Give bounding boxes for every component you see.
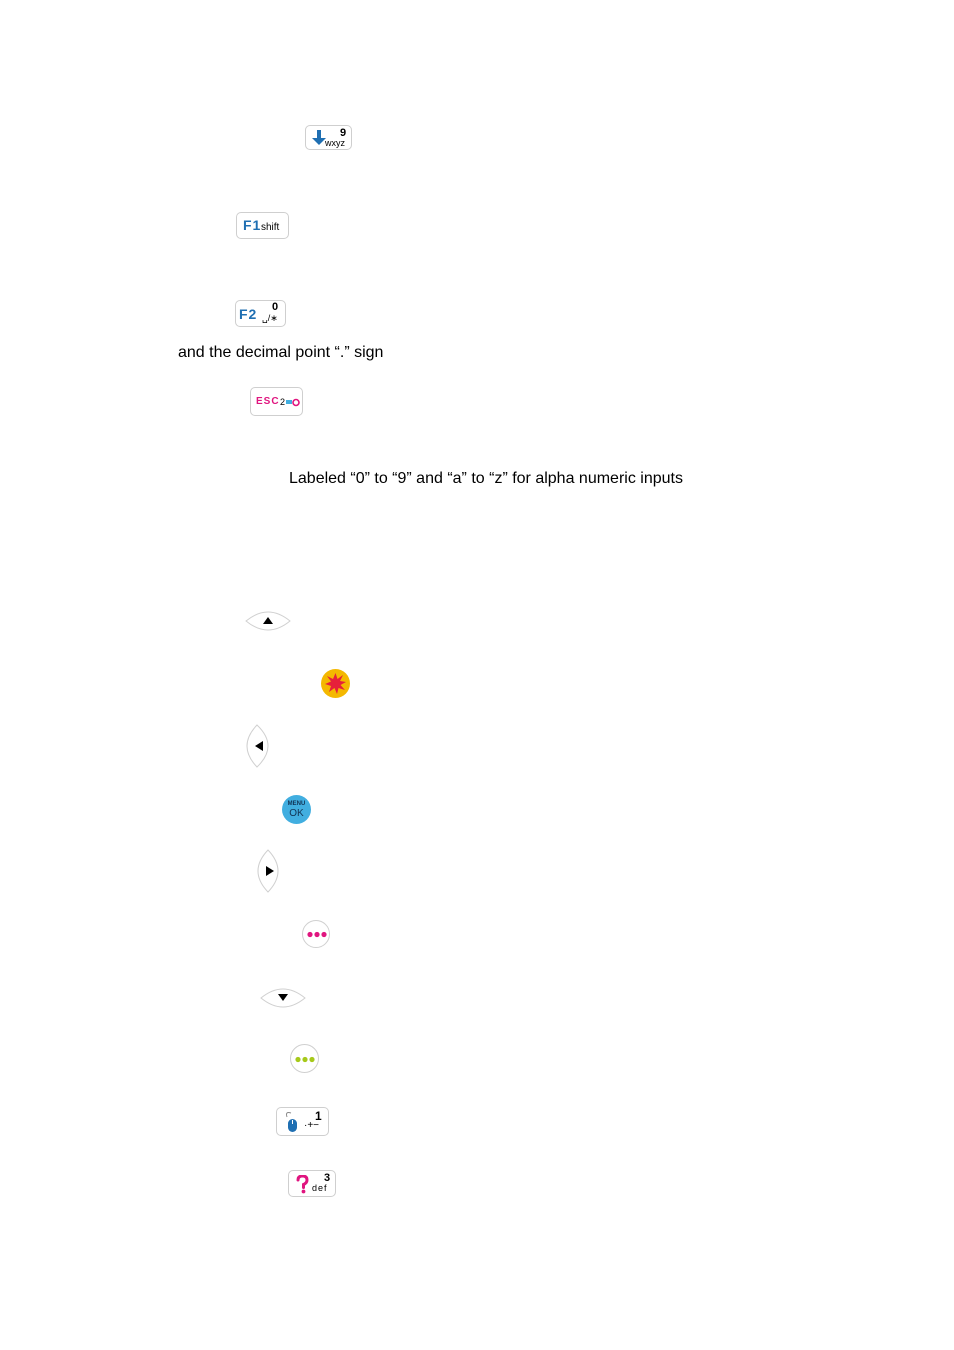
key-main: ESC xyxy=(256,396,280,407)
key-sub: shift xyxy=(261,222,280,233)
ok-label: OK xyxy=(289,808,304,819)
green-function-key[interactable] xyxy=(290,1044,319,1073)
key-9-down[interactable] xyxy=(305,125,352,150)
key-f1-shift[interactable] xyxy=(236,212,289,239)
key-f2-0[interactable] xyxy=(235,300,286,327)
nav-down-key[interactable] xyxy=(258,984,308,1012)
decimal-point-text: and the decimal point “.” sign xyxy=(178,344,384,361)
question-icon xyxy=(296,1175,309,1194)
menu-ok-key[interactable] xyxy=(282,795,311,824)
magenta-function-key[interactable] xyxy=(302,920,330,948)
key-esc[interactable] xyxy=(250,387,303,416)
key-3-help[interactable] xyxy=(288,1170,336,1197)
nav-up-key[interactable] xyxy=(243,607,293,635)
scan-key[interactable] xyxy=(321,669,350,698)
key-symbols: ·+− xyxy=(304,1120,320,1131)
alpha-toggle-icon xyxy=(286,398,300,407)
key-digit: 3 xyxy=(324,1172,331,1184)
alphanumeric-text: Labeled “0” to “9” and “a” to “z” for alpha numeric inputs xyxy=(289,470,683,487)
down-arrow-icon xyxy=(312,130,326,146)
key-1-mouse[interactable] xyxy=(276,1107,329,1136)
key-sub: 2 xyxy=(280,397,286,407)
key-letters: def xyxy=(312,1183,328,1193)
burst-icon xyxy=(323,671,348,696)
nav-left-key[interactable] xyxy=(243,723,277,769)
nav-right-key[interactable] xyxy=(256,848,284,894)
key-letters: wxyz xyxy=(325,138,345,148)
mouse-icon xyxy=(283,1111,299,1133)
menu-label: MENU xyxy=(287,801,306,807)
dots-icon xyxy=(294,1056,316,1063)
key-symbols: ␣/∗ xyxy=(262,313,278,323)
key-digit: 9 xyxy=(340,127,347,139)
key-digit: 1 xyxy=(315,1109,322,1123)
key-main: F1 xyxy=(243,217,262,233)
key-digit: 0 xyxy=(272,301,279,313)
dots-icon xyxy=(306,931,328,938)
key-main: F2 xyxy=(239,306,258,322)
